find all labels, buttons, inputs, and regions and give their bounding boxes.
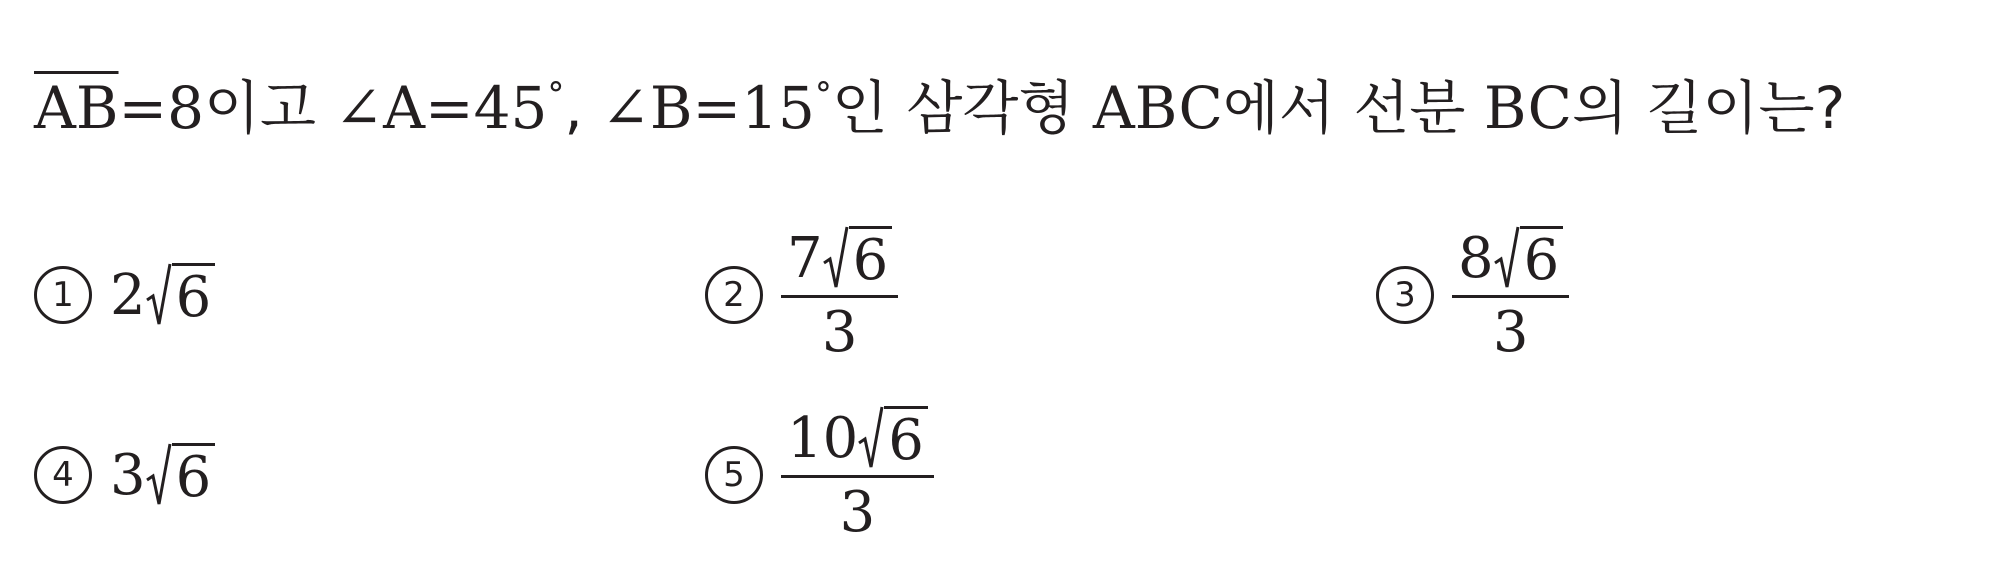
choice-5-radicand: 6 bbox=[884, 406, 928, 471]
choice-5-numerator bbox=[781, 405, 934, 478]
choice-number-5: 5 bbox=[705, 446, 763, 504]
choice-2-coef: 7 bbox=[787, 225, 823, 291]
choice-2-radicand: 6 bbox=[849, 226, 893, 291]
sqrt-icon bbox=[823, 225, 893, 291]
angle-b: ∠B=15 bbox=[601, 74, 815, 142]
segment-value: =8 bbox=[118, 74, 205, 142]
choice-2-denominator: 3 bbox=[821, 300, 858, 365]
choice-value-5 bbox=[781, 405, 934, 545]
segment-bc: BC bbox=[1483, 74, 1572, 142]
triangle-abc: ABC bbox=[1092, 74, 1223, 142]
question-text-2: 인 삼각형 bbox=[831, 74, 1093, 142]
choice-5-denominator: 3 bbox=[839, 480, 876, 545]
choice-3[interactable] bbox=[1376, 220, 1569, 370]
choice-number-2: 2 bbox=[705, 266, 763, 324]
choice-5[interactable] bbox=[705, 400, 934, 550]
comma: , bbox=[564, 74, 602, 142]
choice-value-3 bbox=[1452, 225, 1569, 365]
question-text-1: 이고 bbox=[204, 74, 335, 142]
choice-number-1: 1 bbox=[34, 266, 92, 324]
choice-1-radicand: 6 bbox=[172, 263, 216, 328]
sqrt-icon bbox=[1494, 225, 1564, 291]
choice-1-coef: 2 bbox=[110, 262, 146, 328]
angle-a: ∠A=45 bbox=[334, 74, 548, 142]
sqrt-icon bbox=[146, 262, 216, 328]
question-text-3: 에서 선분 bbox=[1222, 74, 1484, 142]
sqrt-icon bbox=[858, 405, 928, 471]
choice-value-1 bbox=[110, 262, 215, 328]
question-text bbox=[34, 50, 1845, 154]
choice-number-4: 4 bbox=[34, 446, 92, 504]
choice-3-coef: 8 bbox=[1458, 225, 1494, 291]
choice-1[interactable] bbox=[34, 220, 215, 370]
choice-4-radicand: 6 bbox=[172, 443, 216, 508]
degree-symbol-b: ° bbox=[814, 75, 832, 115]
choice-value-4 bbox=[110, 442, 215, 508]
question-text-4: 의 길이는? bbox=[1571, 74, 1846, 142]
choice-value-2 bbox=[781, 225, 898, 365]
segment-ab: $\overline{AB}$ bbox=[34, 74, 119, 142]
choice-number-3: 3 bbox=[1376, 266, 1434, 324]
choice-4[interactable] bbox=[34, 400, 215, 550]
choice-5-coef: 10 bbox=[787, 405, 859, 471]
sqrt-icon bbox=[146, 442, 216, 508]
choice-2-numerator bbox=[781, 225, 898, 298]
choice-3-radicand: 6 bbox=[1520, 226, 1564, 291]
degree-symbol-a: ° bbox=[547, 75, 565, 115]
choice-2[interactable] bbox=[705, 220, 898, 370]
choice-4-coef: 3 bbox=[110, 442, 146, 508]
choice-3-denominator: 3 bbox=[1492, 300, 1529, 365]
choice-3-numerator bbox=[1452, 225, 1569, 298]
